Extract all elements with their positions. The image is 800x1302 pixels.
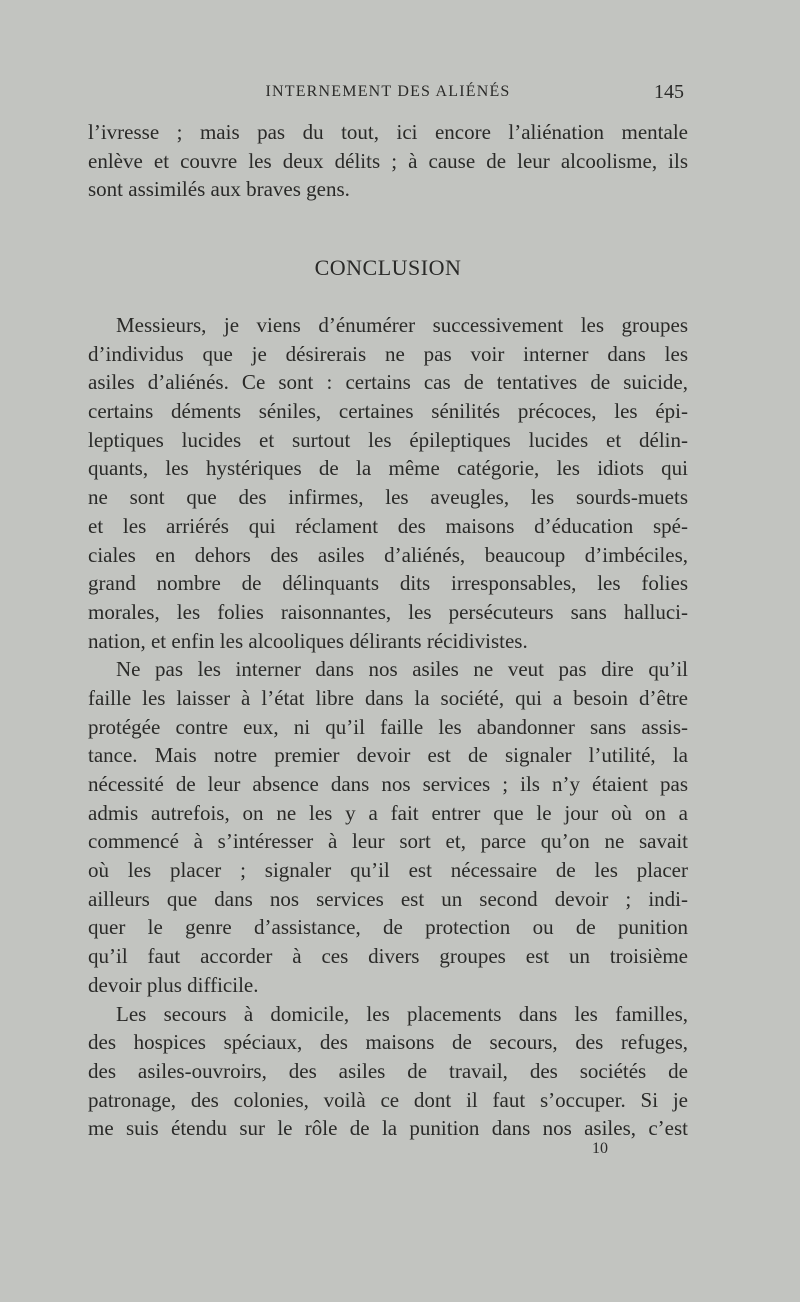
text-line: ne sont que des infirmes, les aveugles, les sourds-muets <box>88 485 688 510</box>
text-line: quants, les hystériques de la même catégorie, les idiots qui <box>88 456 688 481</box>
text-line: qu’il faut accorder à ces divers groupes est un troisième <box>88 944 688 969</box>
text-line: leptiques lucides et surtout les épileptiques lucides et délin- <box>88 427 688 452</box>
top-paragraph <box>88 118 688 204</box>
text-line: protégée contre eux, ni qu’il faille les abandonner sans assis- <box>88 714 688 739</box>
text-line: des hospices spéciaux, des maisons de secours, des refuges, <box>88 1030 688 1055</box>
text-line: d’individus que je désirerais ne pas voir interner dans les <box>88 341 688 366</box>
text-line: faille les laisser à l’état libre dans la société, qui a besoin d’être <box>88 685 688 710</box>
main-text <box>88 311 688 1143</box>
text-line: certains déments séniles, certaines sénilités précoces, les épi- <box>88 399 688 424</box>
text-line: nation, et enfin les alcooliques délirants récidivistes. <box>88 628 528 653</box>
paragraph-1 <box>88 311 688 655</box>
text-line: Messieurs, je viens d’énumérer successivement les groupes <box>116 313 688 337</box>
text-line: et les arriérés qui réclament des maisons d’éducation spé- <box>88 513 688 538</box>
signature-mark: 10 <box>592 1140 608 1157</box>
page-number: 145 <box>654 81 684 103</box>
text-line: nécessité de leur absence dans nos services ; ils n’y étaient pas <box>88 772 688 796</box>
text-line: commencé à s’intéresser à leur sort et, parce qu’on ne savait <box>88 829 688 854</box>
text-line: des asiles-ouvroirs, des asiles de travail, des sociétés de <box>88 1058 688 1083</box>
text-line: me suis étendu sur le rôle de la punition dans nos asiles, c’est <box>88 1116 688 1141</box>
text-line: devoir plus difficile. <box>88 972 259 997</box>
text-line: ailleurs que dans nos services est un second devoir ; indi- <box>88 886 688 911</box>
text-line: Les secours à domicile, les placements dans les familles, <box>116 1001 688 1026</box>
text-line: l’ivresse ; mais pas du tout, ici encore l’aliénation mentale <box>88 120 688 144</box>
running-title: INTERNEMENT DES ALIÉNÉS <box>265 83 511 100</box>
text-line: Ne pas les interner dans nos asiles ne veut pas dire qu’il <box>116 657 688 682</box>
text-line: admis autrefois, on ne les y a fait entrer que le jour où on a <box>88 800 688 825</box>
paragraph-2 <box>88 655 688 999</box>
text-line: sont assimilés aux braves gens. <box>88 177 350 202</box>
text-line: patronage, des colonies, voilà ce dont il faut s’occuper. Si je <box>88 1087 688 1112</box>
running-head <box>88 78 688 106</box>
section-heading: CONCLUSION <box>314 255 462 280</box>
text-line: morales, les folies raisonnantes, les persécuteurs sans halluci- <box>88 599 688 624</box>
text-line: ciales en dehors des asiles d’aliénés, beaucoup d’imbéciles, <box>88 542 688 567</box>
text-line: grand nombre de délinquants dits irresponsables, les folies <box>88 571 688 596</box>
paragraph-3 <box>88 1000 688 1143</box>
text-line: asiles d’aliénés. Ce sont : certains cas de tentatives de suicide, <box>88 370 688 395</box>
text-line: enlève et couvre les deux délits ; à cause de leur alcoolisme, ils <box>88 148 688 173</box>
text-line: quer le genre d’assistance, de protection ou de punition <box>88 915 688 940</box>
text-line: tance. Mais notre premier devoir est de signaler l’utilité, la <box>88 743 688 768</box>
text-line: où les placer ; signaler qu’il est nécessaire de les placer <box>88 858 688 883</box>
